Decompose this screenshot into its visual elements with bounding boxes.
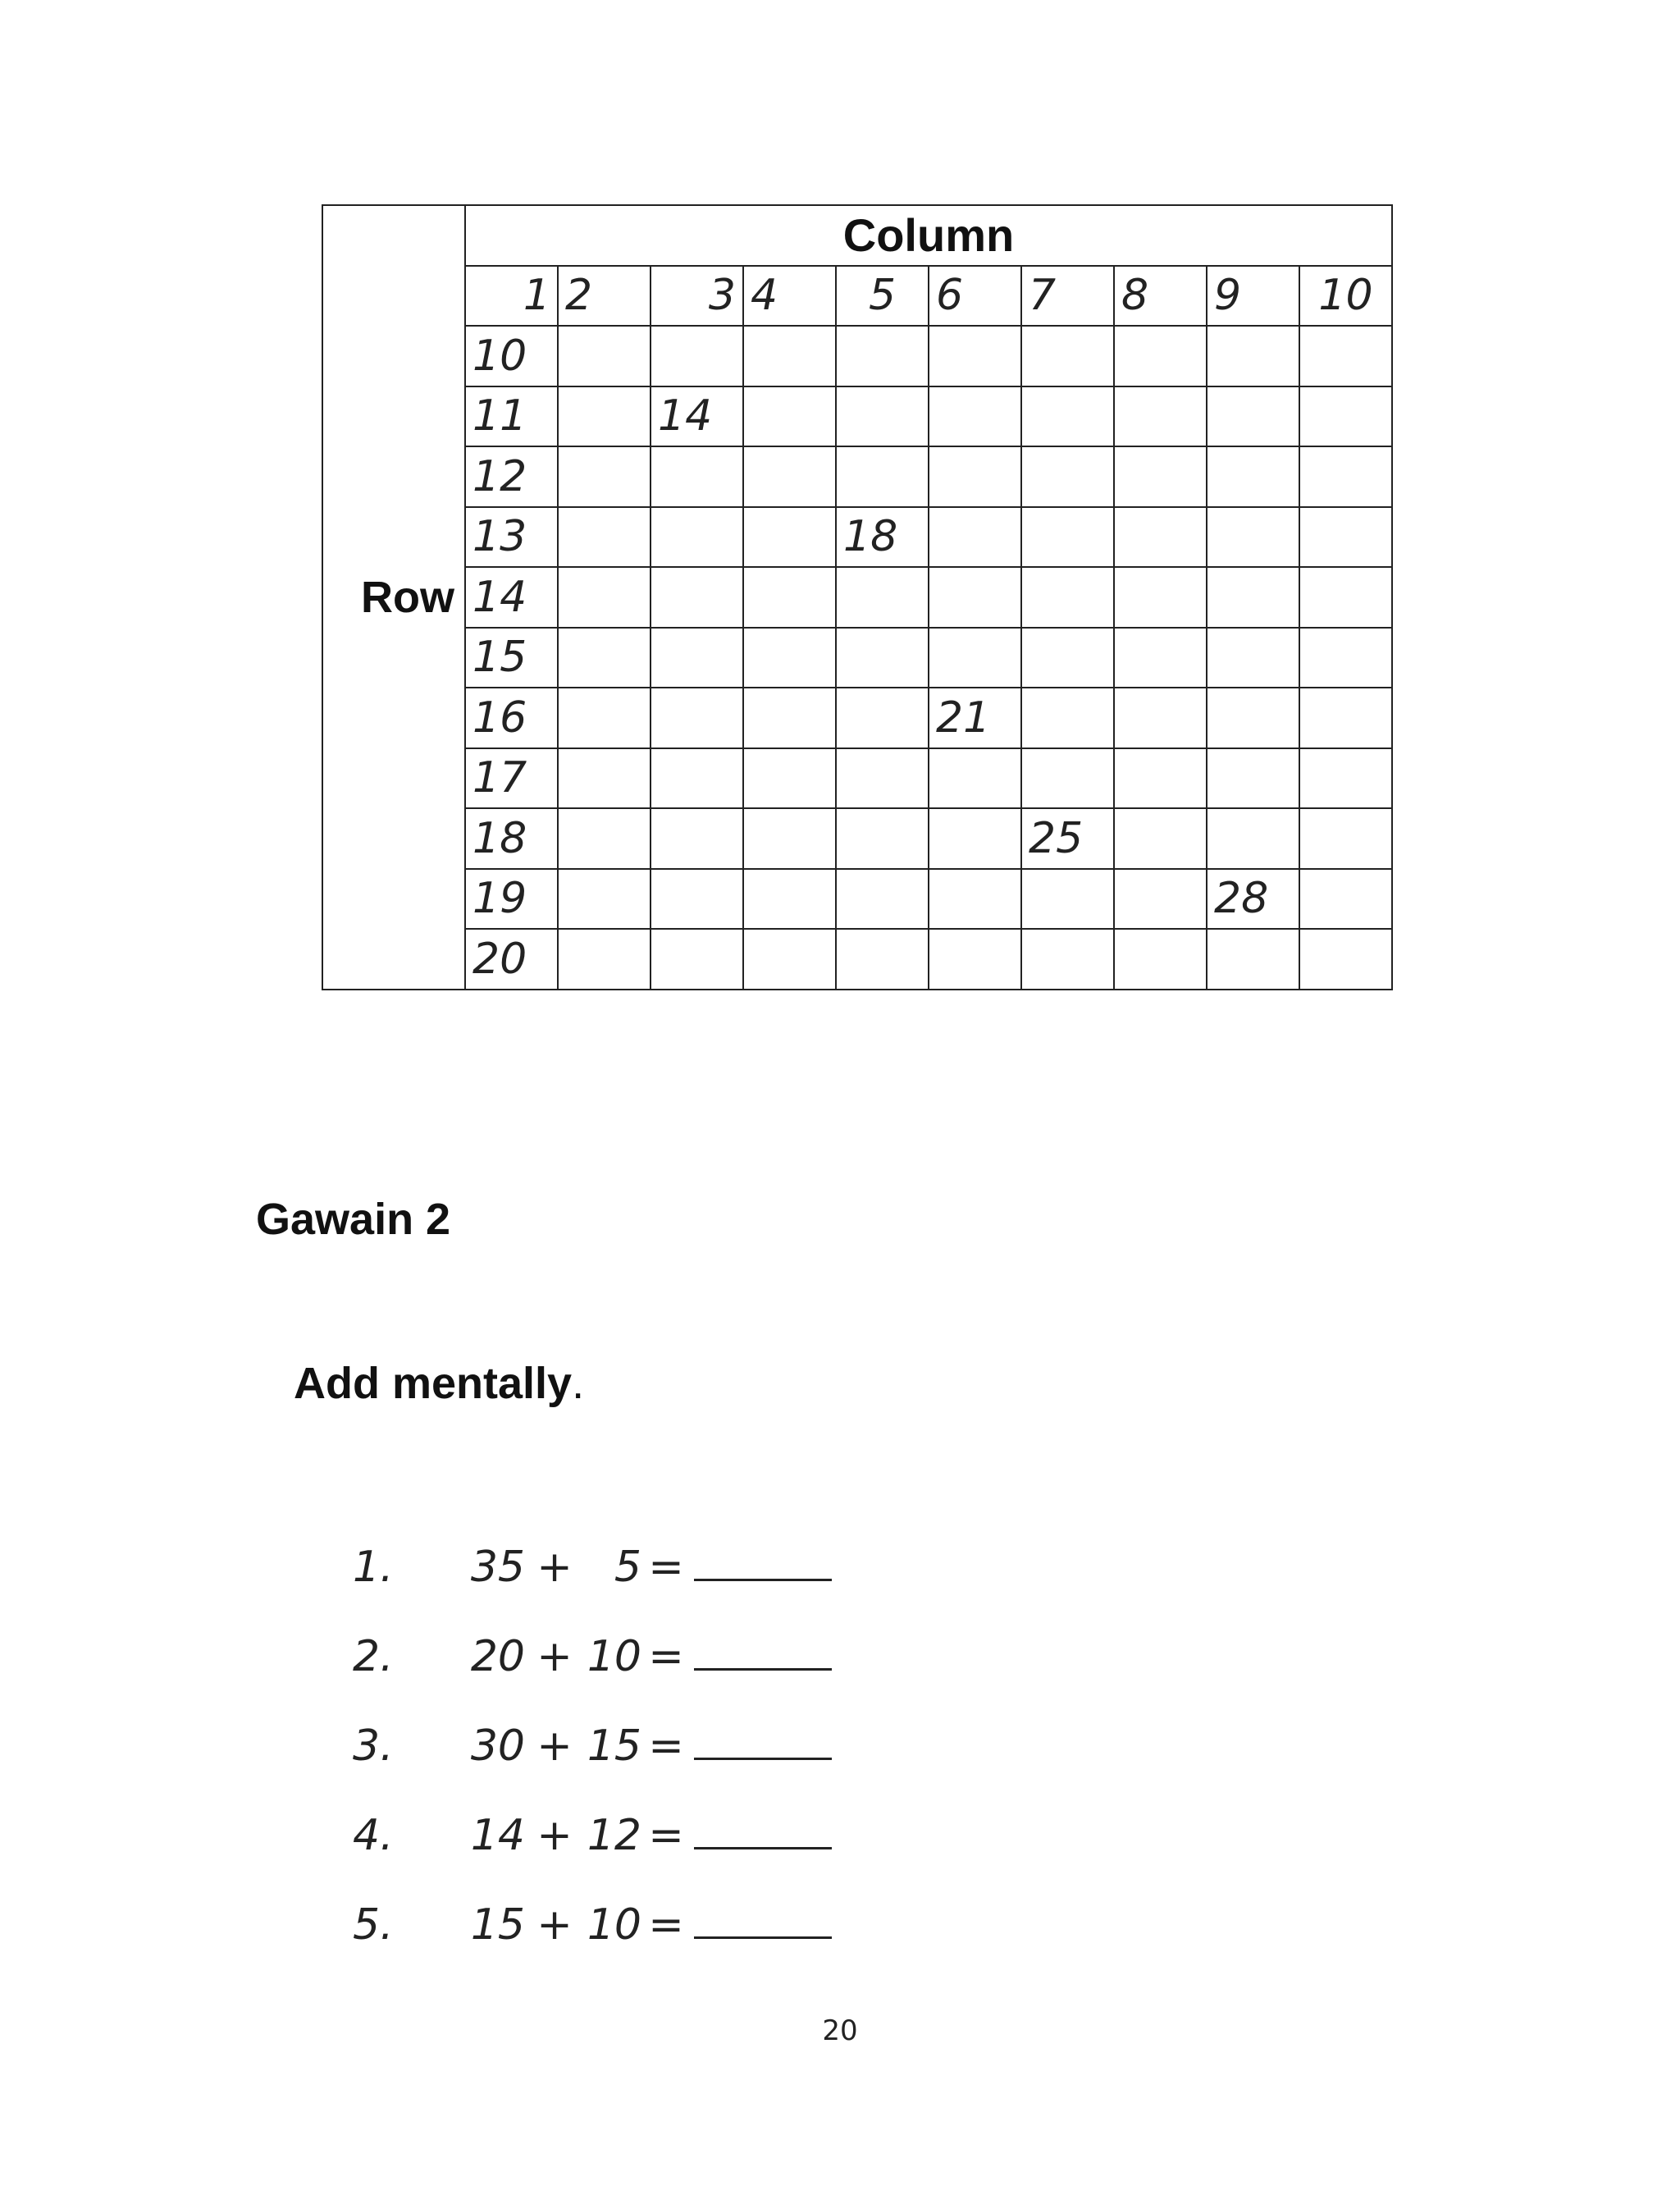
grid-row bbox=[322, 748, 1392, 809]
grid-cell bbox=[558, 386, 651, 447]
grid-cell bbox=[1207, 628, 1299, 688]
instruction-text bbox=[294, 1358, 584, 1409]
problem-addend-b: 10 bbox=[587, 1632, 641, 1681]
grid-cell bbox=[929, 748, 1021, 809]
problem-item bbox=[353, 1721, 832, 1811]
column-header: 8 bbox=[1114, 266, 1207, 327]
grid-row bbox=[322, 567, 1392, 628]
grid-cell bbox=[1114, 688, 1207, 748]
grid-cell bbox=[651, 929, 743, 990]
grid-cell bbox=[1299, 748, 1392, 809]
grid-cell bbox=[743, 628, 836, 688]
problem-equals: = bbox=[648, 1721, 684, 1771]
answer-blank[interactable] bbox=[694, 1572, 832, 1581]
grid-cell bbox=[836, 326, 929, 386]
grid-cell bbox=[929, 326, 1021, 386]
row-number-cell: 13 bbox=[465, 507, 558, 568]
column-header: 3 bbox=[651, 266, 743, 327]
number-grid-table bbox=[322, 204, 1393, 990]
grid-cell: 21 bbox=[929, 688, 1021, 748]
problem-addend-a: 20 bbox=[470, 1632, 525, 1681]
grid-cell bbox=[1299, 386, 1392, 447]
grid-cell bbox=[743, 869, 836, 930]
answer-blank[interactable] bbox=[694, 1662, 832, 1671]
column-header: 7 bbox=[1021, 266, 1114, 327]
grid-cell bbox=[929, 869, 1021, 930]
grid-cell: 28 bbox=[1207, 869, 1299, 930]
grid-cell bbox=[743, 507, 836, 568]
row-axis-label: Row bbox=[322, 205, 465, 990]
grid-cell: 18 bbox=[836, 507, 929, 568]
grid-cell bbox=[743, 386, 836, 447]
grid-cell bbox=[558, 446, 651, 507]
grid-row bbox=[322, 929, 1392, 990]
grid-cell bbox=[743, 688, 836, 748]
page-number: 20 bbox=[822, 2014, 858, 2047]
problem-number: 3. bbox=[353, 1721, 394, 1771]
grid-cell bbox=[1021, 929, 1114, 990]
grid-cell bbox=[743, 567, 836, 628]
grid-row bbox=[322, 507, 1392, 568]
grid-cell bbox=[651, 628, 743, 688]
row-number-cell: 10 bbox=[465, 326, 558, 386]
problem-item bbox=[353, 1900, 832, 1990]
grid-cell bbox=[651, 808, 743, 869]
problem-addend-a: 35 bbox=[470, 1543, 525, 1592]
grid-cell bbox=[1114, 386, 1207, 447]
grid-cell bbox=[651, 748, 743, 809]
problem-addend-b: 10 bbox=[587, 1900, 641, 1950]
row-number-cell: 17 bbox=[465, 748, 558, 809]
grid-cell bbox=[1207, 326, 1299, 386]
grid-row bbox=[322, 446, 1392, 507]
grid-cell bbox=[558, 567, 651, 628]
answer-blank[interactable] bbox=[694, 1751, 832, 1760]
grid-cell bbox=[651, 446, 743, 507]
column-header: 4 bbox=[743, 266, 836, 327]
grid-cell bbox=[1207, 808, 1299, 869]
grid-cell bbox=[1299, 446, 1392, 507]
grid-cell bbox=[836, 869, 929, 930]
grid-cell bbox=[651, 326, 743, 386]
grid-cell bbox=[558, 929, 651, 990]
column-header: 2 bbox=[558, 266, 651, 327]
grid-cell bbox=[1299, 688, 1392, 748]
problem-item bbox=[353, 1632, 832, 1721]
grid-cell bbox=[1114, 628, 1207, 688]
grid-cell bbox=[929, 446, 1021, 507]
grid-cell bbox=[558, 326, 651, 386]
grid-cell: 25 bbox=[1021, 808, 1114, 869]
grid-cell bbox=[558, 748, 651, 809]
problem-addend-a: 14 bbox=[470, 1811, 525, 1860]
instruction-tail: . bbox=[572, 1359, 585, 1408]
answer-blank[interactable] bbox=[694, 1840, 832, 1849]
grid-cell bbox=[836, 688, 929, 748]
problem-operator: + bbox=[536, 1900, 573, 1950]
column-axis-label: Column bbox=[465, 205, 1392, 266]
grid-cell bbox=[1114, 748, 1207, 809]
problem-addend-a: 30 bbox=[470, 1721, 525, 1771]
grid-cell bbox=[743, 748, 836, 809]
grid-cell bbox=[558, 869, 651, 930]
grid-cell bbox=[558, 507, 651, 568]
problem-operator: + bbox=[536, 1811, 573, 1860]
grid-cell bbox=[1207, 929, 1299, 990]
problem-number: 5. bbox=[353, 1900, 394, 1950]
grid-cell bbox=[1299, 869, 1392, 930]
problem-item bbox=[353, 1543, 832, 1632]
grid-cell bbox=[836, 386, 929, 447]
column-header: 10 bbox=[1299, 266, 1392, 327]
grid-cell bbox=[1021, 326, 1114, 386]
grid-cell bbox=[929, 808, 1021, 869]
row-number-cell: 12 bbox=[465, 446, 558, 507]
grid-cell bbox=[929, 628, 1021, 688]
grid-cell bbox=[743, 929, 836, 990]
grid-cell bbox=[743, 446, 836, 507]
grid-cell bbox=[651, 688, 743, 748]
grid-row bbox=[322, 386, 1392, 447]
grid-cell bbox=[836, 567, 929, 628]
grid-cell bbox=[836, 808, 929, 869]
grid-row bbox=[322, 326, 1392, 386]
grid-cell bbox=[929, 507, 1021, 568]
problem-operator: + bbox=[536, 1721, 573, 1771]
grid-row bbox=[322, 628, 1392, 688]
grid-cell bbox=[1021, 628, 1114, 688]
grid-cell bbox=[1114, 929, 1207, 990]
row-number-cell: 15 bbox=[465, 628, 558, 688]
grid-cell bbox=[1207, 446, 1299, 507]
grid-cell bbox=[558, 628, 651, 688]
problem-equals: = bbox=[648, 1543, 684, 1592]
grid-cell bbox=[836, 929, 929, 990]
problem-addend-b: 12 bbox=[587, 1811, 641, 1860]
grid-cell bbox=[1299, 507, 1392, 568]
problem-equals: = bbox=[648, 1900, 684, 1950]
grid-cell bbox=[1021, 748, 1114, 809]
row-number-cell: 16 bbox=[465, 688, 558, 748]
grid-cell bbox=[1114, 869, 1207, 930]
grid-cell bbox=[1021, 386, 1114, 447]
column-header: 1 bbox=[465, 266, 558, 327]
grid-cell bbox=[929, 386, 1021, 447]
grid-cell bbox=[1114, 507, 1207, 568]
column-header-row bbox=[322, 266, 1392, 327]
column-title-row bbox=[322, 205, 1392, 266]
column-header: 9 bbox=[1207, 266, 1299, 327]
problem-addend-b: 5 bbox=[614, 1543, 641, 1592]
grid-cell: 14 bbox=[651, 386, 743, 447]
row-number-cell: 11 bbox=[465, 386, 558, 447]
grid-cell bbox=[1207, 688, 1299, 748]
problem-number: 4. bbox=[353, 1811, 394, 1860]
grid-cell bbox=[558, 688, 651, 748]
grid-cell bbox=[836, 446, 929, 507]
grid-cell bbox=[1207, 567, 1299, 628]
answer-blank[interactable] bbox=[694, 1930, 832, 1939]
problem-equals: = bbox=[648, 1632, 684, 1681]
grid-cell bbox=[836, 628, 929, 688]
grid-cell bbox=[929, 567, 1021, 628]
addition-problem-list bbox=[353, 1543, 832, 1990]
problem-addend-b: 15 bbox=[587, 1721, 641, 1771]
grid-cell bbox=[1021, 869, 1114, 930]
grid-cell bbox=[1114, 808, 1207, 869]
grid-cell bbox=[1114, 326, 1207, 386]
grid-cell bbox=[1299, 628, 1392, 688]
grid-cell bbox=[1021, 567, 1114, 628]
grid-row bbox=[322, 869, 1392, 930]
grid-cell bbox=[651, 869, 743, 930]
problem-operator: + bbox=[536, 1632, 573, 1681]
grid-cell bbox=[1021, 446, 1114, 507]
grid-cell bbox=[1299, 326, 1392, 386]
grid-cell bbox=[1114, 446, 1207, 507]
row-number-cell: 14 bbox=[465, 567, 558, 628]
row-number-cell: 18 bbox=[465, 808, 558, 869]
grid-cell bbox=[558, 808, 651, 869]
problem-number: 2. bbox=[353, 1632, 394, 1681]
grid-cell bbox=[1299, 567, 1392, 628]
grid-cell bbox=[743, 326, 836, 386]
row-number-cell: 20 bbox=[465, 929, 558, 990]
grid-cell bbox=[1021, 507, 1114, 568]
grid-cell bbox=[1021, 688, 1114, 748]
grid-cell bbox=[1207, 507, 1299, 568]
grid-cell bbox=[1299, 808, 1392, 869]
section-title: Gawain 2 bbox=[256, 1195, 451, 1244]
grid-cell bbox=[1114, 567, 1207, 628]
grid-cell bbox=[651, 507, 743, 568]
grid-cell bbox=[929, 929, 1021, 990]
grid-cell bbox=[651, 567, 743, 628]
grid-row bbox=[322, 808, 1392, 869]
problem-addend-a: 15 bbox=[470, 1900, 525, 1950]
problem-item bbox=[353, 1811, 832, 1900]
grid-cell bbox=[1207, 386, 1299, 447]
problem-number: 1. bbox=[353, 1543, 394, 1592]
grid-cell bbox=[1299, 929, 1392, 990]
row-number-cell: 19 bbox=[465, 869, 558, 930]
column-header: 6 bbox=[929, 266, 1021, 327]
column-header: 5 bbox=[836, 266, 929, 327]
grid-cell bbox=[743, 808, 836, 869]
grid-cell bbox=[1207, 748, 1299, 809]
instruction-bold: Add mentally bbox=[294, 1359, 573, 1408]
problem-equals: = bbox=[648, 1811, 684, 1860]
problem-operator: + bbox=[536, 1543, 573, 1592]
grid-row bbox=[322, 688, 1392, 748]
grid-cell bbox=[836, 748, 929, 809]
